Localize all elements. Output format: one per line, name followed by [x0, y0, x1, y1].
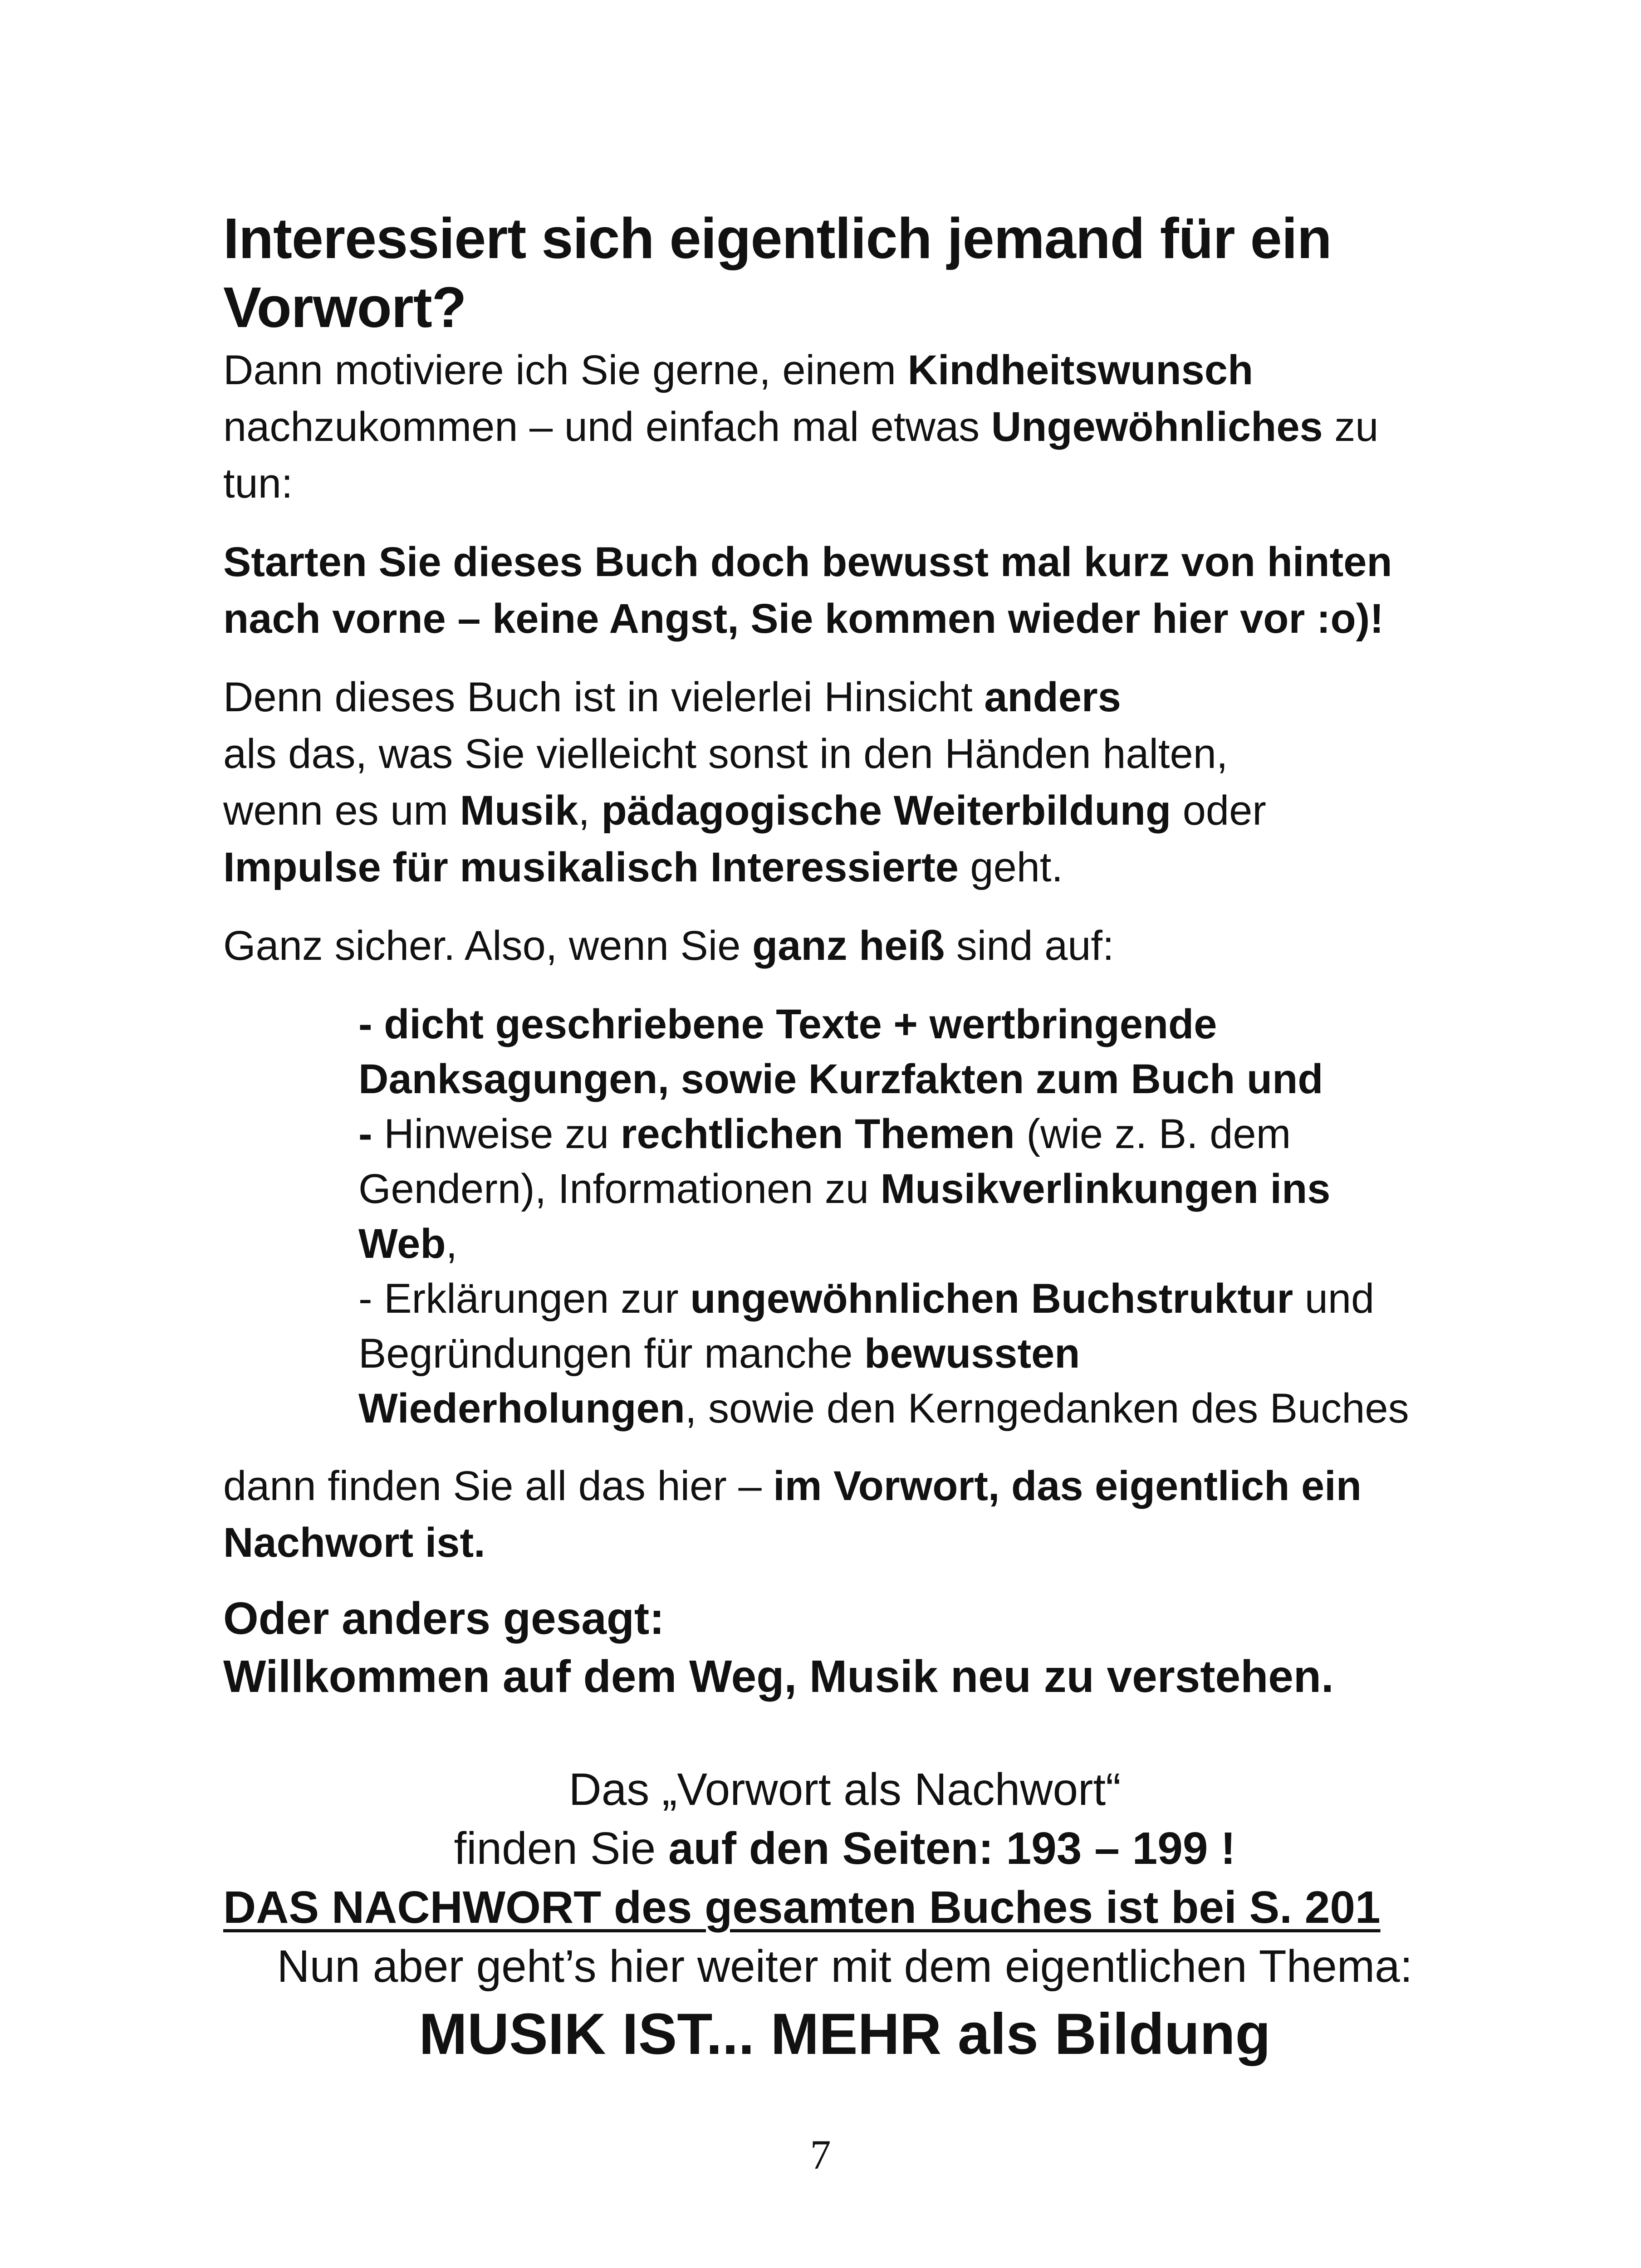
bullet-line-3	[358, 1107, 1502, 1162]
heading-line-1: Interessiert sich eigentlich jemand für ein	[223, 206, 1332, 270]
para2-text-2: als das, was Sie vielleicht sonst in den Händen halten,	[223, 731, 1228, 777]
intro-bold-2: Ungewöhnliches	[991, 404, 1323, 450]
bullet-line-1: - dicht geschriebene Texte + wertbringende	[358, 1001, 1217, 1047]
para4-bold-2: Nachwort ist.	[223, 1520, 485, 1566]
para2-text-1: Denn dieses Buch ist in vielerlei Hinsicht	[223, 674, 985, 720]
intro-text-3: zu	[1323, 404, 1379, 450]
centered-line-4: Nun aber geht’s hier weiter mit dem eigentlichen Thema:	[277, 1941, 1413, 1992]
bullet-line-4	[358, 1162, 1502, 1217]
intro-bold-1: Kindheitswunsch	[907, 347, 1254, 393]
intro-paragraph	[223, 342, 1494, 512]
difference-paragraph	[223, 669, 1494, 896]
bullet-bold: Wiederholungen	[358, 1385, 685, 1432]
bullet-text: und	[1293, 1276, 1375, 1322]
bullet-bold: Musikverlinkungen ins	[880, 1166, 1331, 1212]
closing-line-1: Oder anders gesagt:	[223, 1593, 665, 1644]
bullet-text: Gendern), Informationen zu	[358, 1166, 881, 1212]
para2-bold-3: pädagogische Weiterbildung	[601, 787, 1171, 834]
centered-line-2	[223, 1819, 1466, 1878]
bullet-text: Hinweise zu	[384, 1111, 621, 1157]
bullet-bold: rechtlichen Themen	[620, 1111, 1015, 1157]
para2-text-4: ,	[578, 787, 602, 834]
bullet-text: , sowie den Kerngedanken des Buches	[685, 1385, 1409, 1432]
highlight-line-2: nach vorne – keine Angst, Sie kommen wieder hier vor :o)!	[223, 596, 1384, 642]
nachwort-reference: DAS NACHWORT des gesamten Buches ist bei S. 201	[223, 1882, 1381, 1933]
intro-text-1: Dann motiviere ich Sie gerne, einem	[223, 347, 908, 393]
closing-line-2: Willkommen auf dem Weg, Musik neu zu verstehen.	[223, 1651, 1334, 1702]
bullet-text: Begründungen für manche	[358, 1330, 865, 1377]
conclusion-paragraph	[223, 1458, 1494, 1571]
para2-bold-2: Musik	[460, 787, 578, 834]
para2-text-6: geht.	[958, 844, 1063, 890]
para2-text-3: wenn es um	[223, 787, 460, 834]
interest-paragraph	[223, 918, 1494, 974]
para3-text-2: sind auf:	[945, 923, 1114, 969]
bullet-line-8	[358, 1381, 1502, 1436]
para4-bold-1: im Vorwort, das eigentlich ein	[773, 1463, 1362, 1509]
bullet-line-2: Danksagungen, sowie Kurzfakten zum Buch und	[358, 1056, 1323, 1102]
bullet-bold: Web	[358, 1221, 446, 1267]
centered-line-2-text: finden Sie	[454, 1823, 669, 1874]
para3-text-1: Ganz sicher. Also, wenn Sie	[223, 923, 752, 969]
centered-line-1: Das „Vorwort als Nachwort“	[568, 1764, 1121, 1815]
chapter-title: MUSIK IST... MEHR als Bildung	[419, 2002, 1271, 2067]
intro-text-2: nachzukommen – und einfach mal etwas	[223, 404, 991, 450]
bullet-bold: bewussten	[864, 1330, 1080, 1377]
bullet-line-7	[358, 1326, 1502, 1381]
bullet-dash: -	[358, 1111, 384, 1157]
bullet-bold: ungewöhnlichen Buchstruktur	[690, 1276, 1293, 1322]
centered-line-3	[223, 1878, 1466, 1937]
page-heading	[223, 204, 1494, 342]
page-number: 7	[810, 2131, 831, 2178]
bullet-line-6	[358, 1271, 1502, 1326]
highlight-line-1: Starten Sie dieses Buch doch bewusst mal kurz von hinten	[223, 539, 1392, 585]
bullet-list	[358, 997, 1502, 1436]
bullet-text: (wie z. B. dem	[1014, 1111, 1291, 1157]
bullet-line-5	[358, 1217, 1502, 1271]
highlight-paragraph	[223, 534, 1494, 647]
bullet-text: - Erklärungen zur	[358, 1276, 691, 1322]
para2-bold-1: anders	[984, 674, 1121, 720]
closing-lines	[223, 1589, 1494, 1706]
page-content	[223, 204, 1494, 1706]
intro-text-4: tun:	[223, 460, 293, 507]
bullet-text: ,	[446, 1221, 458, 1267]
para2-text-5: oder	[1171, 787, 1266, 834]
para3-bold-1: ganz heiß	[752, 923, 945, 969]
centered-block	[223, 1760, 1466, 2068]
heading-line-2: Vorwort?	[223, 275, 466, 339]
para4-text-1: dann finden Sie all das hier –	[223, 1463, 774, 1509]
centered-line-2-bold: auf den Seiten: 193 – 199 !	[668, 1823, 1236, 1874]
para2-bold-4: Impulse für musikalisch Interessierte	[223, 844, 959, 890]
